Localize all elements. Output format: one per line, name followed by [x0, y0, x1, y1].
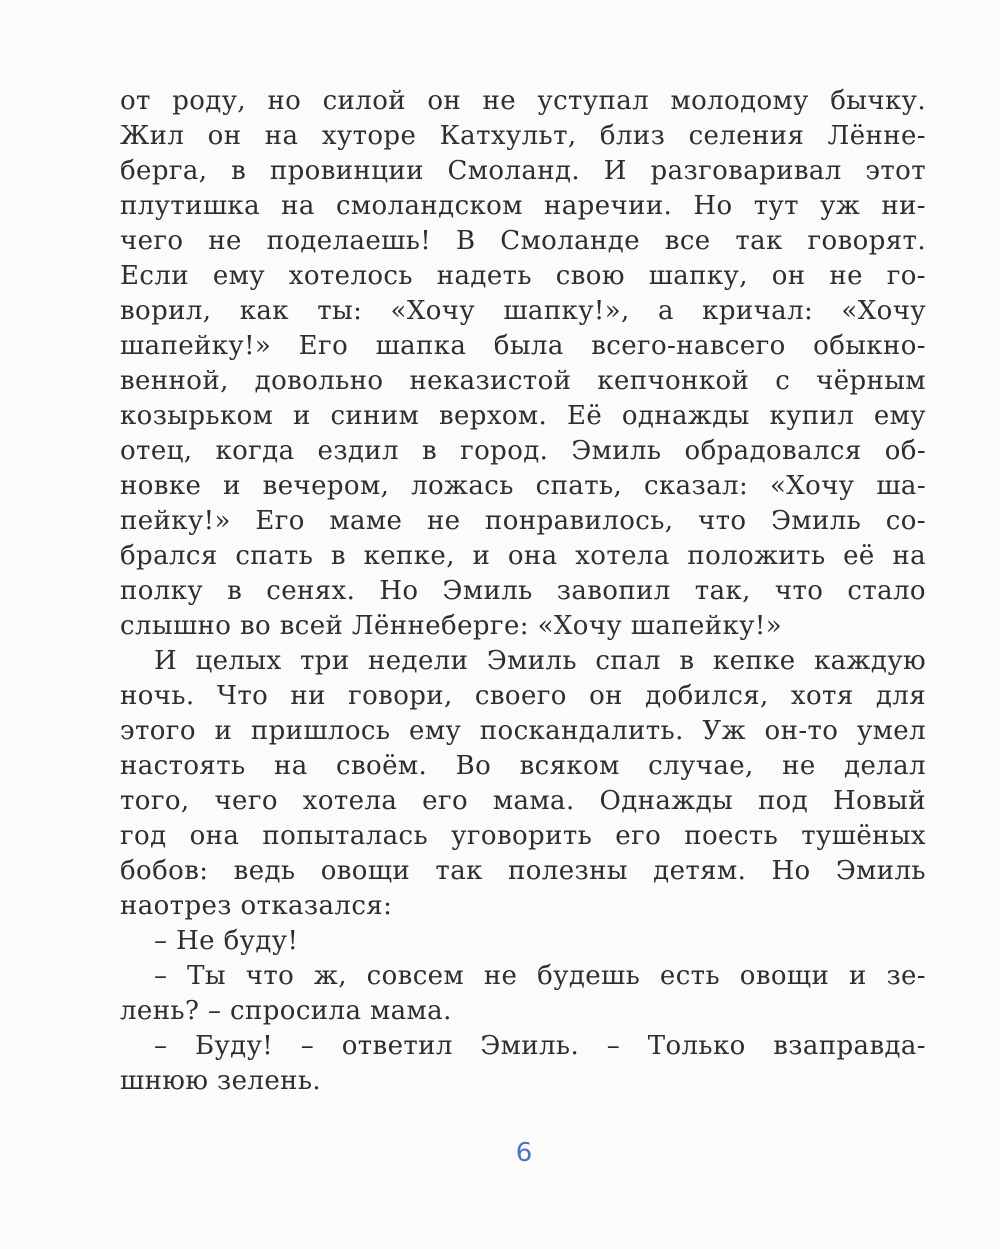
text-line: И целых три недели Эмиль спал в кепке каждую — [154, 646, 926, 676]
text-line: Если ему хотелось надеть свою шапку, он не го- — [120, 261, 926, 291]
text-line: пейку!» Его маме не понравилось, что Эмиль со- — [120, 506, 926, 536]
text-line: шапейку!» Его шапка была всего-навсего обыкно- — [120, 331, 926, 361]
text-line: слышно во всей Лённеберге: «Хочу шапейку!» — [120, 611, 783, 641]
text-line: от роду, но силой он не уступал молодому бычку. — [120, 86, 926, 116]
text-line: наотрез отказался: — [120, 891, 393, 921]
text-line: год она попыталась уговорить его поесть тушёных — [120, 821, 926, 851]
text-line: шнюю зелень. — [120, 1066, 322, 1096]
text-line: этого и пришлось ему поскандалить. Уж он-то умел — [120, 716, 926, 746]
dialogue-line-1 — [120, 924, 926, 959]
text-line: брался спать в кепке, и она хотела положить её на — [120, 541, 926, 571]
text-line: чего не поделаешь! В Смоланде все так говорят. — [120, 226, 926, 256]
text-line: лень? – спросила мама. — [120, 996, 452, 1026]
dialogue-line-3 — [120, 1029, 926, 1099]
page-number: 6 — [515, 1138, 533, 1168]
text-line: ночь. Что ни говори, своего он добился, хотя для — [120, 681, 926, 711]
text-line: полку в сенях. Но Эмиль завопил так, что стало — [120, 576, 926, 606]
paragraph-2 — [120, 644, 926, 924]
text-line: плутишка на смоландском наречии. Но тут уж ни- — [120, 191, 926, 221]
text-line: бобов: ведь овощи так полезны детям. Но Эмиль — [120, 856, 926, 886]
text-line: – Ты что ж, совсем не будешь есть овощи и зе- — [154, 961, 926, 991]
text-line: ворил, как ты: «Хочу шапку!», а кричал: «Хочу — [120, 296, 926, 326]
text-line: – Не буду! — [154, 926, 299, 956]
text-line: новке и вечером, ложась спать, сказал: «Хочу ша- — [120, 471, 926, 501]
text-line: берга, в провинции Смоланд. И разговаривал этот — [120, 156, 926, 186]
text-line: Жил он на хуторе Катхульт, близ селения Лённе- — [120, 121, 926, 151]
dialogue-line-2 — [120, 959, 926, 1029]
text-line: отец, когда ездил в город. Эмиль обрадовался об- — [120, 436, 926, 466]
paragraph-1 — [120, 84, 926, 644]
text-line: – Буду! – ответил Эмиль. – Только взаправда- — [154, 1031, 926, 1061]
book-page-text — [120, 84, 926, 1099]
text-line: того, чего хотела его мама. Однажды под Новый — [120, 786, 926, 816]
text-line: козырьком и синим верхом. Её однажды купил ему — [120, 401, 926, 431]
text-line: венной, довольно неказистой кепчонкой с чёрным — [120, 366, 926, 396]
text-line: настоять на своём. Во всяком случае, не делал — [120, 751, 926, 781]
